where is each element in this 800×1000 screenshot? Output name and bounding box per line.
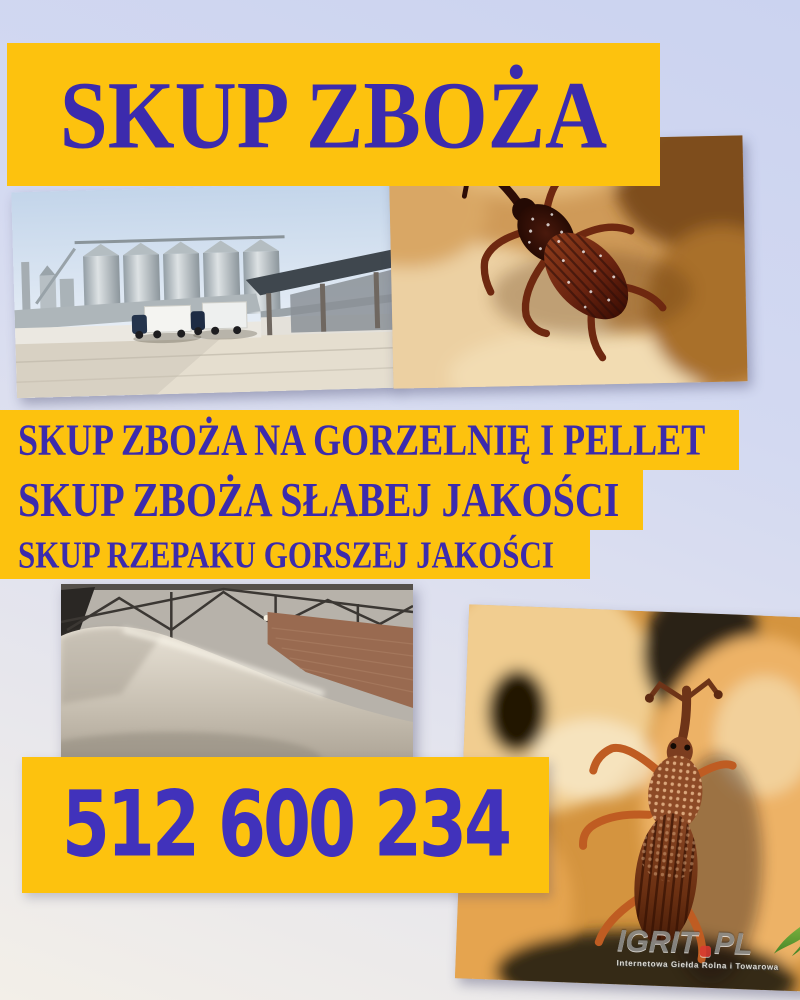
phone-banner xyxy=(22,757,549,893)
igrit-tagline: Internetowa Giełda Rolna i Towarowa xyxy=(616,958,779,972)
offer-line-1: SKUP ZBOŻA NA GORZELNIĘ I PELLET xyxy=(18,415,706,465)
brand-pl: PL xyxy=(713,927,753,962)
silos-illustration xyxy=(11,182,397,399)
offer-banner-3 xyxy=(0,530,590,579)
title-banner xyxy=(7,43,660,186)
offer-line-3: SKUP RZEPAKU GORSZEJ JAKOŚCI xyxy=(18,533,554,576)
grain-pile-illustration xyxy=(61,584,413,766)
grain-pile-photo xyxy=(61,584,413,766)
igrit-watermark xyxy=(616,924,800,973)
phone-number: 512 600 234 xyxy=(61,772,510,878)
brand-dot-icon xyxy=(700,946,711,957)
offer-banner-1 xyxy=(0,410,739,470)
page-title: SKUP ZBOŻA xyxy=(59,60,608,169)
brand-igrit: IGRIT xyxy=(616,924,698,960)
offer-banner-2 xyxy=(0,470,643,530)
silos-photo xyxy=(11,182,397,399)
offer-line-2: SKUP ZBOŻA SŁABEJ JAKOŚCI xyxy=(18,471,620,527)
